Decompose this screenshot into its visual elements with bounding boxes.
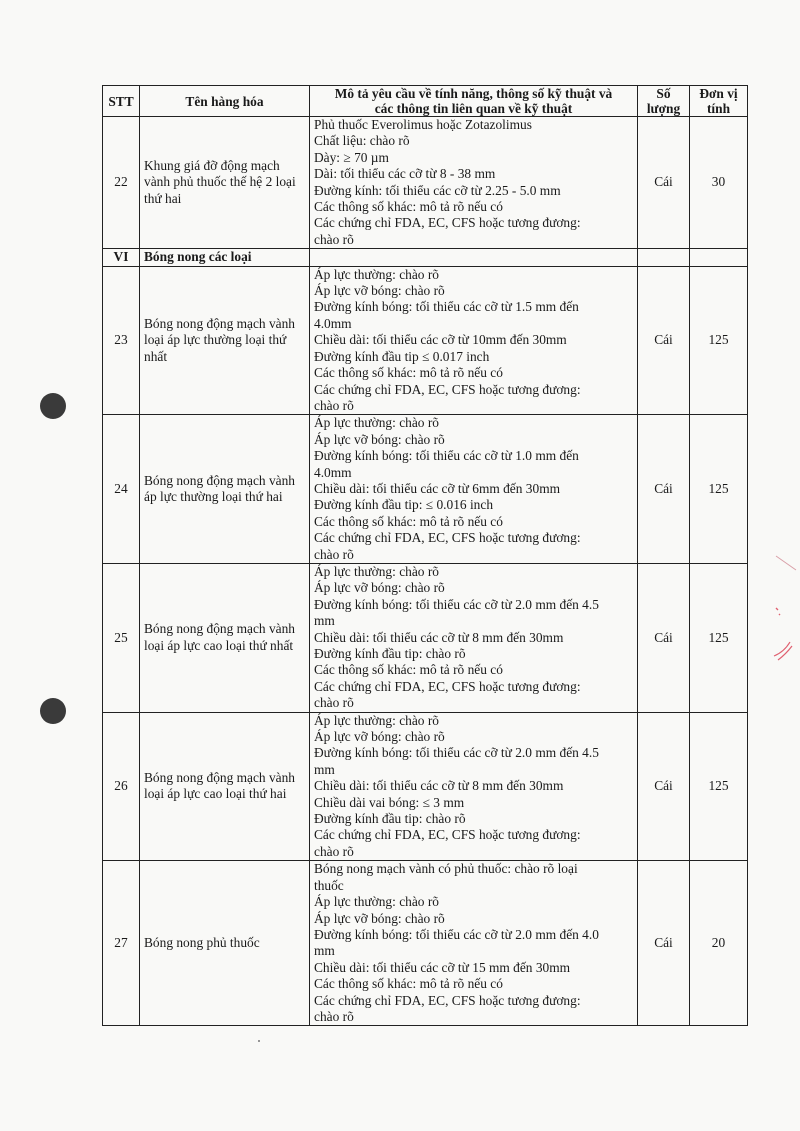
- section-row: [103, 249, 748, 266]
- row-unit: 125: [690, 712, 748, 861]
- description-line: Áp lực thường: chào rõ: [314, 415, 439, 431]
- description-line: Các chứng chỉ FDA, EC, CFS hoặc tương đương:: [314, 992, 581, 1008]
- description-line: chào rõ: [314, 397, 354, 413]
- header-description-line2: các thông tin liên quan về kỹ thuật: [374, 101, 573, 116]
- table-row: [103, 415, 748, 564]
- description-line: Đường kính đầu tip: ≤ 0.016 inch: [314, 497, 494, 513]
- row-stt: 26: [103, 712, 140, 861]
- section-title: Bóng nong các loại: [140, 249, 310, 266]
- header-quantity-line1: Số: [656, 86, 671, 101]
- description-line: Áp lực vỡ bóng: chào rõ: [314, 910, 445, 926]
- row-quantity: Cái: [638, 712, 690, 861]
- description-line: Phủ thuốc Everolimus hoặc Zotazolimus: [314, 117, 532, 132]
- description-line: Áp lực vỡ bóng: chào rõ: [314, 729, 445, 745]
- row-quantity: Cái: [638, 415, 690, 564]
- description-line: Chiều dài vai bóng: ≤ 3 mm: [314, 794, 465, 810]
- row-unit: 20: [690, 861, 748, 1026]
- description-line: Áp lực thường: chào rõ: [314, 712, 439, 728]
- row-stt: 22: [103, 117, 140, 249]
- description-line: Các thông số khác: mô tả rõ nếu có: [314, 662, 503, 678]
- row-description: [310, 563, 638, 712]
- description-line: Các thông số khác: mô tả rõ nếu có: [314, 365, 503, 381]
- row-stt: 27: [103, 861, 140, 1026]
- row-item-name: Bóng nong động mạch vành loại áp lực cao loại thứ nhất: [140, 563, 310, 712]
- row-description: [310, 415, 638, 564]
- description-line: Đường kính đầu tip ≤ 0.017 inch: [314, 348, 490, 364]
- description-line: Áp lực vỡ bóng: chào rõ: [314, 283, 445, 299]
- description-line: Các chứng chỉ FDA, EC, CFS hoặc tương đương:: [314, 381, 581, 397]
- description-line: Áp lực thường: chào rõ: [314, 266, 439, 282]
- description-line: Đường kính: tối thiểu các cỡ từ 2.25 - 5.0 mm: [314, 182, 561, 198]
- table-row: [103, 117, 748, 249]
- description-line: Các thông số khác: mô tả rõ nếu có: [314, 513, 503, 529]
- punch-hole-bottom: [40, 698, 66, 724]
- description-line: Chiều dài: tối thiểu các cỡ từ 8 mm đến 30mm: [314, 778, 564, 794]
- row-unit: 125: [690, 266, 748, 415]
- row-unit: 125: [690, 563, 748, 712]
- description-line: Các thông số khác: mô tả rõ nếu có: [314, 199, 503, 215]
- table-row: [103, 563, 748, 712]
- table-row: [103, 266, 748, 415]
- row-quantity: Cái: [638, 117, 690, 249]
- row-stt: 24: [103, 415, 140, 564]
- row-item-name: Bóng nong động mạch vành loại áp lực thường loại thứ nhất: [140, 266, 310, 415]
- description-line: chào rõ: [314, 546, 354, 562]
- header-quantity: [638, 86, 690, 117]
- table-row: [103, 712, 748, 861]
- description-line: Đường kính bóng: tối thiểu các cỡ từ 1.5 mm đến: [314, 299, 579, 315]
- punch-hole-top: [40, 393, 66, 419]
- row-stt: 25: [103, 563, 140, 712]
- row-description: [310, 266, 638, 415]
- description-line: chào rõ: [314, 231, 354, 247]
- header-unit: [690, 86, 748, 117]
- description-line: Đường kính đầu tip: chào rõ: [314, 811, 466, 827]
- row-item-name: Bóng nong phủ thuốc: [140, 861, 310, 1026]
- header-quantity-line2: lượng: [646, 101, 681, 116]
- description-line: Đường kính bóng: tối thiểu các cỡ từ 2.0 mm đến 4.0: [314, 926, 599, 942]
- description-line: Đường kính bóng: tối thiểu các cỡ từ 2.0 mm đến 4.5: [314, 745, 599, 761]
- description-line: Chiều dài: tối thiểu các cỡ từ 8 mm đến 30mm: [314, 629, 564, 645]
- row-unit: 125: [690, 415, 748, 564]
- description-line: chào rõ: [314, 695, 354, 711]
- description-line: Dày: ≥ 70 µm: [314, 149, 389, 165]
- header-unit-line1: Đơn vị: [699, 86, 738, 101]
- description-line: chào rõ: [314, 1008, 354, 1024]
- description-line: Các thông số khác: mô tả rõ nếu có: [314, 976, 503, 992]
- description-line: Đường kính bóng: tối thiểu các cỡ từ 2.0 mm đến 4.5: [314, 596, 599, 612]
- description-line: thuốc: [314, 877, 344, 893]
- description-line: Chất liệu: chào rõ: [314, 133, 410, 149]
- header-unit-line2: tính: [706, 101, 731, 116]
- description-line: mm: [314, 761, 335, 777]
- description-line: Các chứng chỉ FDA, EC, CFS hoặc tương đương:: [314, 530, 581, 546]
- description-line: Đường kính đầu tip: chào rõ: [314, 646, 466, 661]
- row-unit: 30: [690, 117, 748, 249]
- description-line: Chiều dài: tối thiểu các cỡ từ 6mm đến 30mm: [314, 480, 561, 496]
- description-line: Dài: tối thiểu các cỡ từ 8 - 38 mm: [314, 166, 496, 182]
- row-quantity: Cái: [638, 266, 690, 415]
- table-header-row: [103, 86, 748, 117]
- description-line: Áp lực thường: chào rõ: [314, 563, 439, 579]
- description-line: Chiều dài: tối thiểu các cỡ từ 10mm đến 30mm: [314, 332, 567, 348]
- section-number: VI: [103, 249, 140, 266]
- description-line: 4.0mm: [314, 315, 352, 331]
- description-line: Áp lực thường: chào rõ: [314, 894, 439, 910]
- row-quantity: Cái: [638, 563, 690, 712]
- description-line: Các chứng chỉ FDA, EC, CFS hoặc tương đương:: [314, 827, 581, 843]
- description-line: Áp lực vỡ bóng: chào rõ: [314, 431, 445, 447]
- header-name: Tên hàng hóa: [140, 86, 310, 117]
- red-pen-marks: [770, 548, 798, 668]
- header-description-line1: Mô tả yêu cầu về tính năng, thông số kỹ thuật và: [334, 86, 613, 101]
- row-stt: 23: [103, 266, 140, 415]
- row-description: [310, 117, 638, 249]
- header-description: [310, 86, 638, 117]
- table-row: [103, 861, 748, 1026]
- description-line: Các chứng chỉ FDA, EC, CFS hoặc tương đương:: [314, 215, 581, 231]
- description-line: mm: [314, 613, 335, 629]
- row-item-name: Khung giá đỡ động mạch vành phủ thuốc thế hệ 2 loại thứ hai: [140, 117, 310, 249]
- description-line: Đường kính bóng: tối thiểu các cỡ từ 1.0 mm đến: [314, 448, 579, 464]
- description-line: Chiều dài: tối thiểu các cỡ từ 15 mm đến 30mm: [314, 959, 571, 975]
- description-line: Áp lực vỡ bóng: chào rõ: [314, 580, 445, 596]
- row-description: [310, 712, 638, 861]
- row-description: [310, 861, 638, 1026]
- row-item-name: Bóng nong động mạch vành áp lực thường loại thứ hai: [140, 415, 310, 564]
- ink-dot: [258, 1040, 260, 1042]
- description-line: Các chứng chỉ FDA, EC, CFS hoặc tương đương:: [314, 678, 581, 694]
- description-line: chào rõ: [314, 843, 354, 859]
- description-line: 4.0mm: [314, 464, 352, 480]
- row-item-name: Bóng nong động mạch vành loại áp lực cao loại thứ hai: [140, 712, 310, 861]
- header-stt: STT: [103, 86, 140, 117]
- description-line: Bóng nong mạch vành có phủ thuốc: chào rõ loại: [314, 861, 578, 877]
- row-quantity: Cái: [638, 861, 690, 1026]
- specification-table: [102, 85, 748, 1026]
- description-line: mm: [314, 943, 335, 959]
